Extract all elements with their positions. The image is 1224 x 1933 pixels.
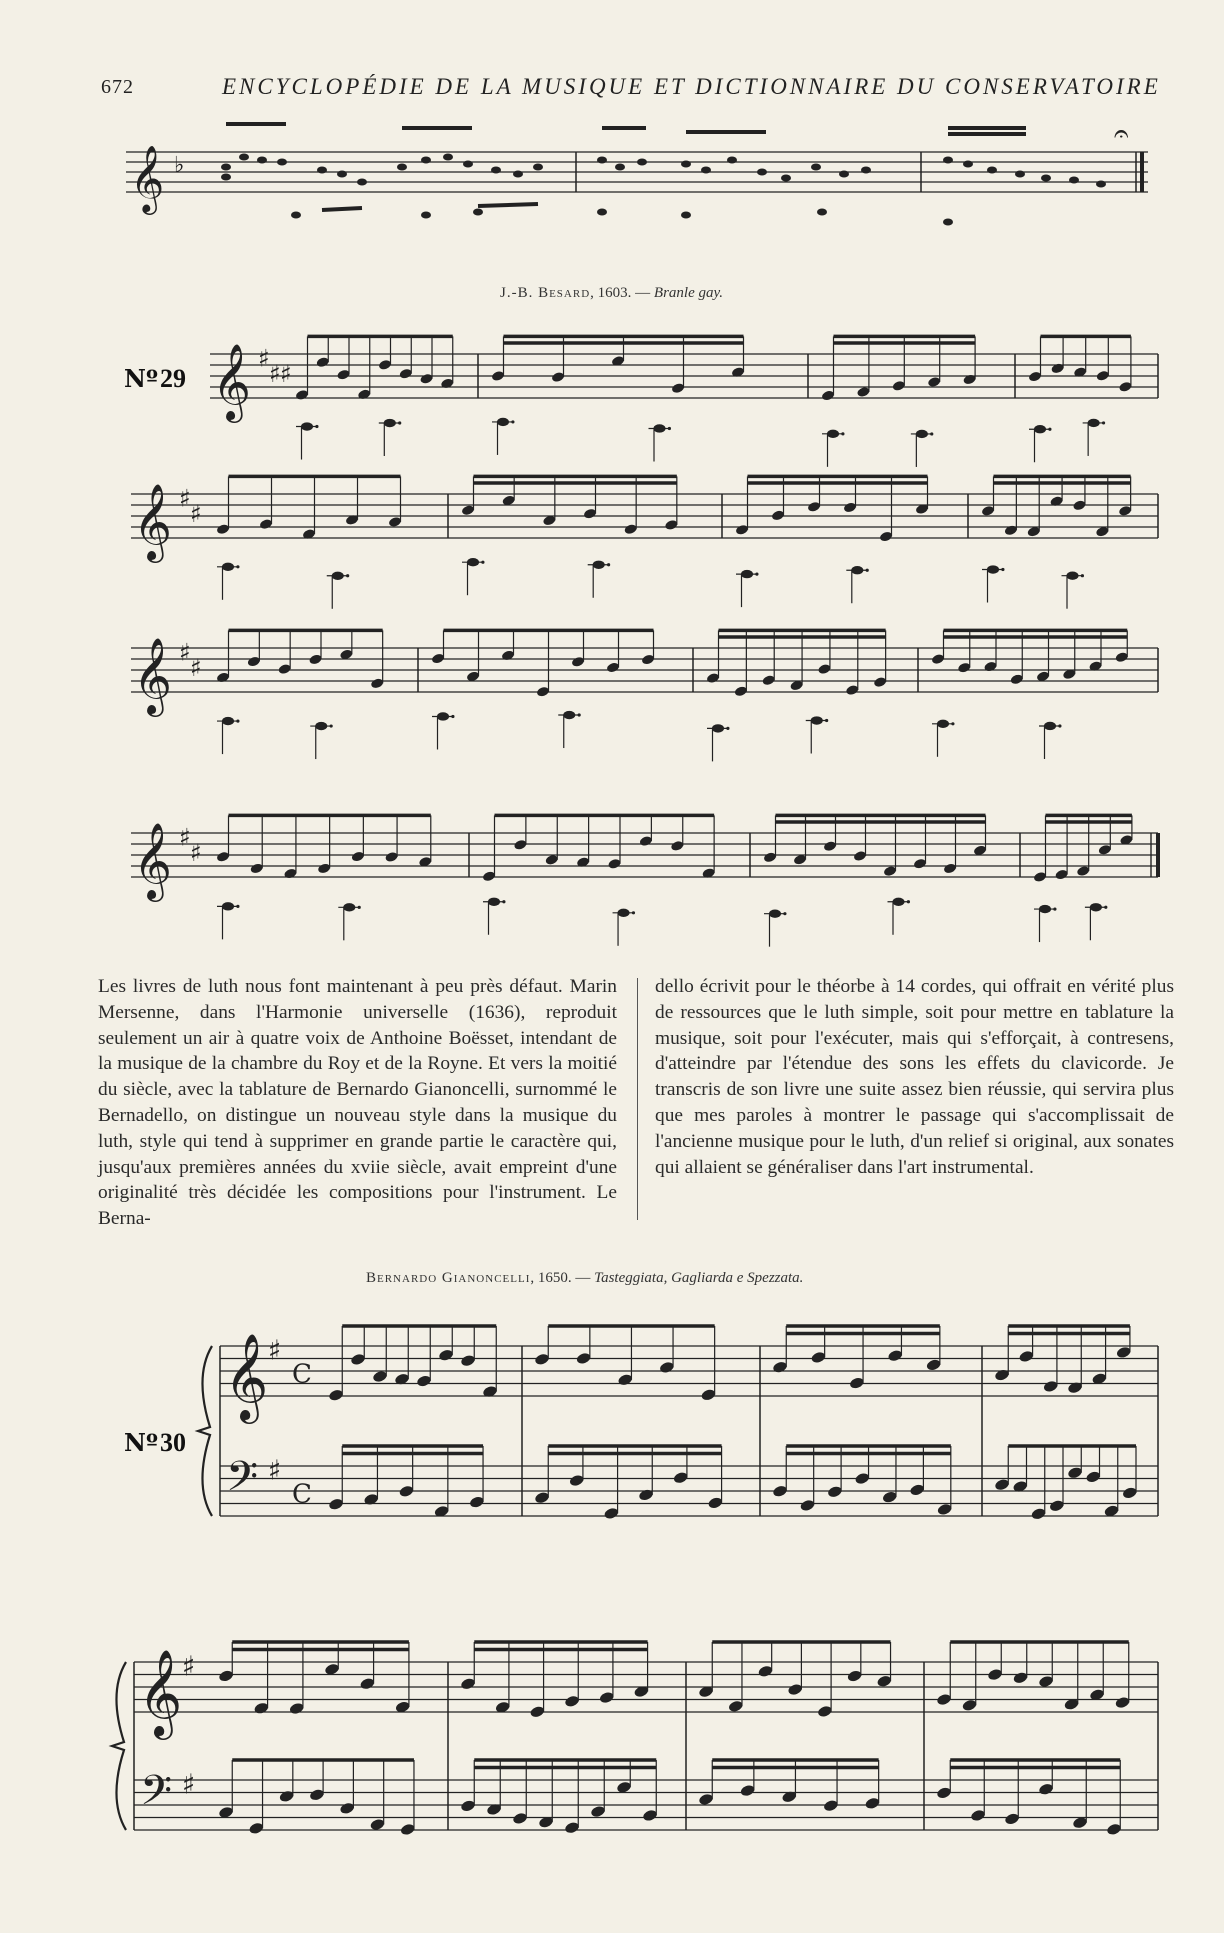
caption-year: , 1650. — [530,1270,595,1286]
brace [112,1662,126,1830]
bass-clef: 𝄢 [226,1452,259,1511]
composer-name: J.-B. Besard [500,285,591,301]
composer-name: Bernardo Gianoncelli [366,1270,531,1286]
piece-title: Tasteggiata, Gagliarda e Spezzata. [594,1270,804,1286]
example-number: 30 [159,1428,186,1457]
running-title: ENCYCLOPÉDIE DE LA MUSIQUE ET DICTIONNAIRE DU CONSERVATOIRE [222,74,1161,99]
flat-key-signature: ♭ [174,153,185,178]
sharp-key-signature: ♯ [182,1768,196,1801]
treble-clef: 𝄞 [133,822,173,899]
brace [198,1346,212,1516]
common-time-signature: C [292,1359,312,1390]
treble-clef: 𝄞 [130,144,165,212]
treble-clef: 𝄞 [138,1648,183,1736]
fermata: 𝄐 [1114,119,1129,149]
sharp-key-signature: ♯ [179,484,191,513]
piece-title: Branle gay. [653,285,724,301]
number-sign: Nº [124,364,158,393]
sharp-key-signature: ♯ [179,638,191,667]
page-number: 672 [101,76,134,98]
number-sign: Nº [124,1428,158,1457]
sharp-key-signature: ♯ [280,360,292,388]
treble-clef: 𝄞 [224,1332,269,1420]
sharp-key-signature: ♯ [190,839,202,867]
common-time-signature: C [292,1479,312,1510]
paragraph-left: Les livres de luth nous font maintenant à peu près défaut. Marin Mersenne, dans l'Harmonie universelle (1636), reproduit seulement un air à quatre voix de Anthoine Boësset, intendant de la musique de la chambre du Roy et de la Royne. Et vers la moitié du siècle, avec la tablature de Bernardo Gianoncelli, surnommé le Bernadello, on distingue un nouveau style dans la musique du luth, style qui tend à supprimer en grande partie le caractère qui, jusqu'aux premières années du xviie siècle, avait empreint d'une originalité très décidée les compositions pour l'instrument. Le Berna- [98,976,617,1230]
sharp-key-signature: ♯ [190,500,202,528]
sharp-key-signature: ♯ [268,1454,282,1487]
sharp-key-signature: ♯ [258,344,270,373]
sharp-key-signature: ♯ [269,360,281,388]
sharp-key-signature: ♯ [182,1650,196,1683]
caption-year: , 1603. — [590,285,654,301]
sharp-key-signature: ♯ [268,1334,282,1367]
treble-clef: 𝄞 [133,637,173,714]
sharp-key-signature: ♯ [190,654,202,682]
treble-clef: 𝄞 [212,343,252,420]
sharp-key-signature: ♯ [179,823,191,852]
example-number: 29 [159,364,186,393]
treble-clef: 𝄞 [133,483,173,560]
bass-clef: 𝄢 [140,1766,173,1825]
paragraph-right: dello écrivit pour le théorbe à 14 cordes, qui offrait en vérité plus de ressources que le luth simple, soit pour mettre en tablature la musique, soit pour l'exécuter, mais qui s'efforçait, à contresens, d'atteindre par l'étendue des sons les effets du clavicorde. Je transcris de son livre une suite assez bien réussie, qui servira plus que mes paroles à montrer le passage qui s'accomplissait de l'ancienne musique pour le luth, d'un relief si original, aux sonates qui allaient se généraliser dans l'art instrumental. [655,976,1174,1178]
